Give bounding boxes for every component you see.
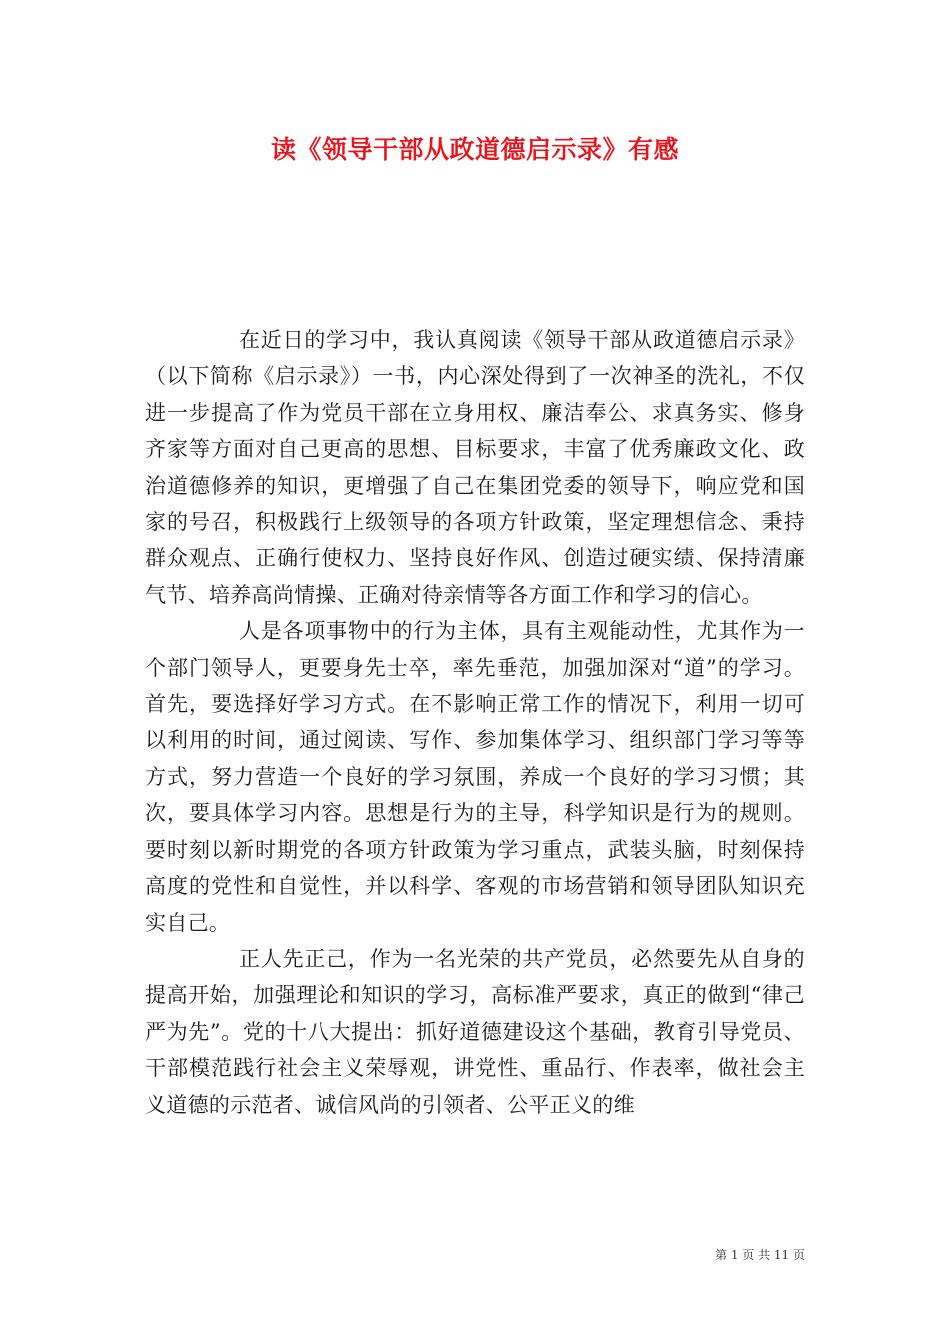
paragraph-3: 正人先正己，作为一名光荣的共产党员，必然要先从自身的提高开始，加强理论和知识的学习，高标准严要求，真正的做到“律己严为先”。党的十八大提出：抓好道德建设这个基础，教育引导党员、干部模范践行社会主义荣辱观，讲党性、重品行、作表率，做社会主义道德的示范者、诚信风尚的引领者、公平正义的维: [145, 946, 805, 1117]
page-number-footer: 第 1 页 共 11 页: [715, 1248, 805, 1262]
document-title: 读《领导干部从政道德启示录》有感: [270, 135, 679, 164]
paragraph-2: 人是各项事物中的行为主体，具有主观能动性，尤其作为一个部门领导人，更要身先士卒，率先垂范，加强加深对“道”的学习。首先，要选择好学习方式。在不影响正常工作的情况下，利用一切可以利用的时间，通过阅读、写作、参加集体学习、组织部门学习等等方式，努力营造一个良好的学习氛围，养成一个良好的学习习惯；其次，要具体学习内容。思想是行为的主导，科学知识是行为的规则。要时刻以新时期党的各项方针政策为学习重点，武装头脑，时刻保持高度的党性和自觉性，并以科学、客观的市场营销和领导团队知识充实自己。: [145, 619, 805, 935]
document-body: [145, 322, 805, 1123]
paragraph-1: 在近日的学习中，我认真阅读《领导干部从政道德启示录》（以下简称《启示录》）一书，内心深处得到了一次神圣的洗礼，不仅进一步提高了作为党员干部在立身用权、廉洁奉公、求真务实、修身齐家等方面对自己更高的思想、目标要求，丰富了优秀廉政文化、政治道德修养的知识，更增强了自己在集团党委的领导下，响应党和国家的号召，积极践行上级领导的各项方针政策，坚定理想信念、秉持群众观点、正确行使权力、坚持良好作风、创造过硬实绩、保持清廉气节、培养高尚情操、正确对待亲情等各方面工作和学习的信心。: [145, 328, 805, 607]
